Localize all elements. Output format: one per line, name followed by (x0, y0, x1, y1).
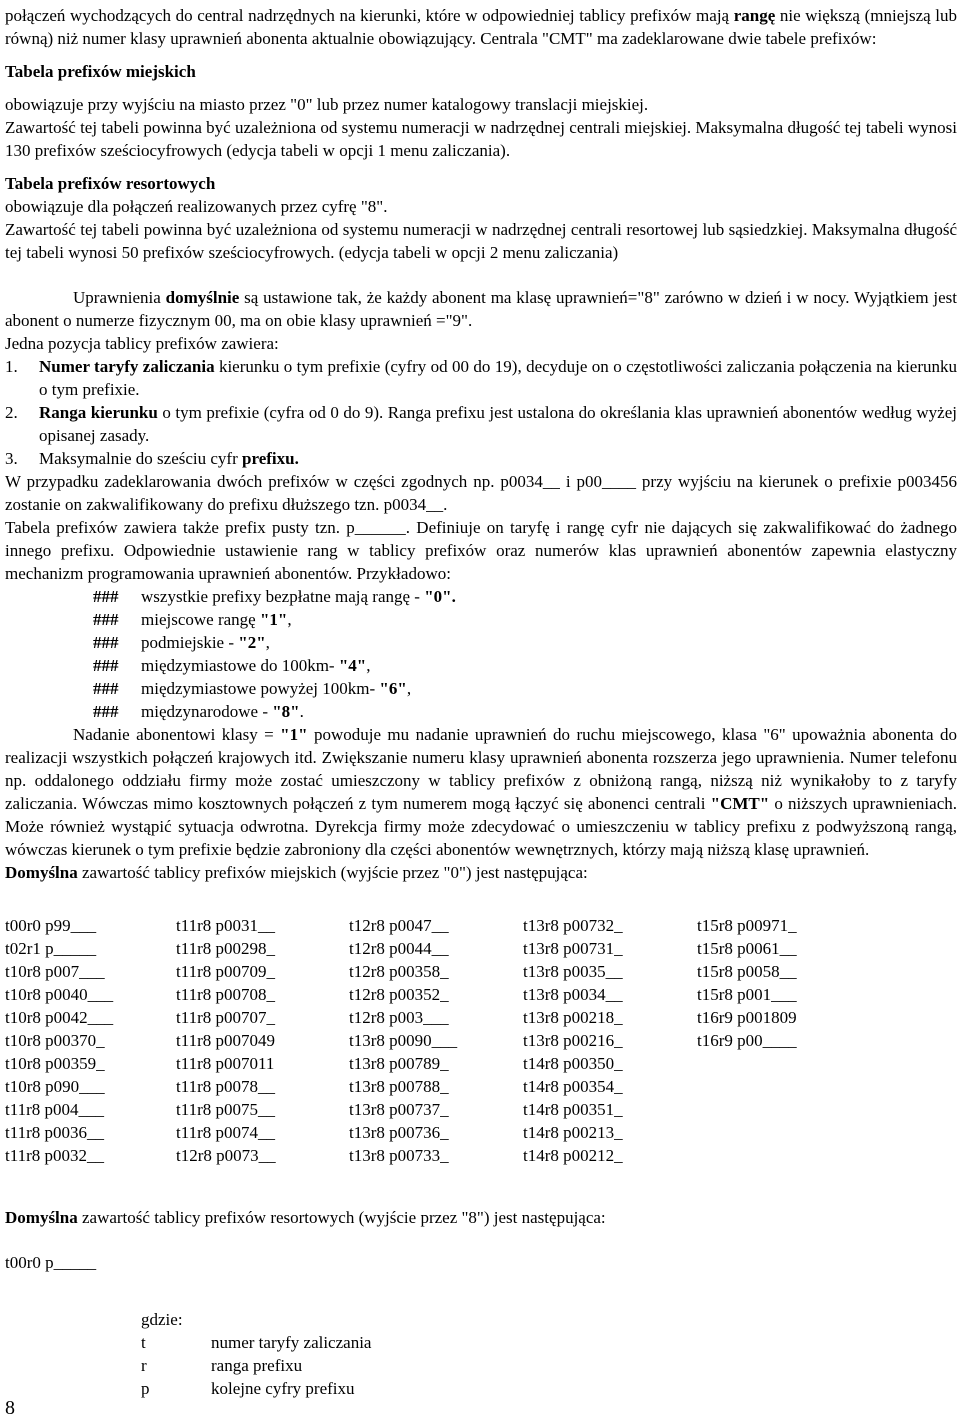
miejskie-desc: Zawartość tej tabeli powinna być uzależniona od systemu numeracji w nadrzędnej centrali miejskiej. Maksymalna długość tej tabeli wynosi 130 prefixów sześciocyfrowych (edycja tabeli w opcji 1 menu zaliczania). (5, 118, 957, 160)
example-row (5, 631, 957, 654)
legend-row (141, 1331, 371, 1354)
legend (141, 1308, 371, 1400)
prefix-entry: t11r8 p007011 (176, 1054, 275, 1073)
domyslna-bold: Domyślna (5, 863, 78, 882)
prefix-entry: t16r9 p001809 (697, 1008, 797, 1027)
prefix-table (5, 914, 957, 1194)
prefix-entry: t10r8 p00370_ (5, 1031, 105, 1050)
prefix-entry: t10r8 p00359_ (5, 1054, 105, 1073)
prefix-entry: t13r8 p00788_ (349, 1077, 449, 1096)
legend-row (141, 1354, 371, 1377)
hash-marker: ### (93, 610, 119, 629)
heading-resortowe: Tabela prefixów resortowych (5, 174, 216, 193)
uprawnienia-bold: domyślnie (165, 288, 240, 307)
example-value: "0". (424, 587, 456, 606)
prefix-entry: t13r8 p00218_ (523, 1008, 623, 1027)
list-body: o tym prefixie (cyfra od 0 do 9). Ranga prefixu jest ustalona do określania klas uprawnień abonentów według wyżej opisanej zasady. (39, 403, 957, 445)
example-text (141, 631, 270, 654)
uprawnienia-text-rest: są ustawione tak, że każdy abonent ma klasę uprawnień="8" zarówno w dzień i w nocy. Wyjątkiem jest abonent o numerze fizycznym 00, ma on obie klasy uprawnień ="9". (5, 288, 957, 330)
legend-key: p (141, 1379, 150, 1398)
prefix-column (697, 914, 797, 1052)
prefix-entry: t10r8 p007___ (5, 962, 105, 981)
domyslna-miejskie (5, 861, 957, 884)
prefix-entry: t14r8 p00354_ (523, 1077, 623, 1096)
domyslna-text: zawartość tablicy prefixów miejskich (wyjście przez "0") jest następująca: (77, 863, 588, 882)
example-text (141, 654, 370, 677)
prefix-entry: t12r8 p0047__ (349, 916, 449, 935)
legend-value: numer taryfy zaliczania (211, 1333, 372, 1352)
tabela-paragraph: Tabela prefixów zawiera także prefix pusty tzn. p______. Definiuje on taryfę i rangę cyfr nie dających się zakwalifikować do żadnego innego prefixu. Odpowiednie ustawienie rang w tablicy prefixów oraz numerów klas uprawnień abonentów zapewnia elastyczny mechanizm programowania uprawnień abonentów. Przykładowo: (5, 518, 957, 583)
resortowe-line: obowiązuje dla połączeń realizowanych przez cyfrę "8". (5, 197, 388, 216)
nadanie-text: powoduje mu nadanie uprawnień do ruchu miejscowego, klasa "6" upoważnia abonenta do realizacji wszystkich połączeń krajowych itd. Zwiększanie numeru klasy uprawnień abonenta rozszerza jego uprawnienia. Numer telefonu np. oddalonego oddziału firmy może zostać umieszczony w tablicy prefixów z obniżoną rangą, niższą niż wynikałoby to z taryfy zaliczania. Wówczas mimo kosztownych połączeń z tym numerem mogą łączyć się abonenci centrali (5, 725, 958, 813)
prefix-entry: t11r8 p0032__ (5, 1146, 105, 1165)
prefix-column (349, 914, 457, 1167)
list-bold: Numer taryfy zaliczania (39, 357, 215, 376)
example-value: "2" (238, 633, 266, 652)
example-punct: , (406, 679, 412, 698)
hash-marker: ### (93, 702, 119, 721)
uprawnienia-paragraph (5, 286, 957, 332)
example-text (141, 608, 292, 631)
prefix-entry: t13r8 p00733_ (349, 1146, 449, 1165)
prefix-entry: t12r8 p00352_ (349, 985, 449, 1004)
list-number: 2. (5, 403, 18, 422)
prefix-entry: t11r8 p00298_ (176, 939, 276, 958)
nadanie-text: Nadanie abonentowi klasy = (73, 725, 281, 744)
domyslna-text: zawartość tablicy prefixów resortowych (wyjście przez "8") jest następująca: (77, 1208, 606, 1227)
example-value: "8" (272, 702, 300, 721)
prefix-column (5, 914, 113, 1167)
prefix-entry: t00r0 p99___ (5, 916, 97, 935)
list-body: Maksymalnie do sześciu cyfr (39, 449, 242, 468)
example-value: "6" (379, 679, 407, 698)
prefix-entry: t12r8 p0044__ (349, 939, 449, 958)
list-text (39, 355, 957, 401)
example-label: miejscowe rangę (141, 610, 260, 629)
example-row (5, 700, 957, 723)
example-text (141, 585, 456, 608)
example-row (5, 585, 957, 608)
hash-marker: ### (93, 656, 119, 675)
legend-key: t (141, 1333, 146, 1352)
prefix-entry: t11r8 p0031__ (176, 916, 276, 935)
prefix-entry: t15r8 p00971_ (697, 916, 797, 935)
prefix-entry: t10r8 p0042___ (5, 1008, 114, 1027)
hash-marker: ### (93, 679, 119, 698)
prefix-entry: t12r8 p0073__ (176, 1146, 276, 1165)
prefix-entry: t11r8 p007049 (176, 1031, 276, 1050)
prefix-entry: t11r8 p004___ (5, 1100, 105, 1119)
prefix-entry: t11r8 p00707_ (176, 1008, 276, 1027)
prefix-entry: t13r8 p0034__ (523, 985, 623, 1004)
nadanie-bold: "CMT" (710, 794, 770, 813)
example-label: międzymiastowe powyżej 100km- (141, 679, 380, 698)
hash-marker: ### (93, 633, 119, 652)
list-bold: Ranga kierunku (39, 403, 158, 422)
prefix-entry: t11r8 p0074__ (176, 1123, 276, 1142)
prefix-entry: t13r8 p0090___ (349, 1031, 458, 1050)
intro-bold: rangę (733, 6, 776, 25)
example-punct: , (265, 633, 270, 652)
prefix-entry: t12r8 p00358_ (349, 962, 449, 981)
list-number: 3. (5, 449, 18, 468)
example-label: międzynarodowe - (141, 702, 273, 721)
w-przypadku-paragraph: W przypadku zadeklarowania dwóch prefixów w części zgodnych np. p0034__ i p00____ przy wyjściu na kierunek o prefixie p003456 zostanie on zakwalifikowany do prefixu dłuższego tzn. p0034__. (5, 472, 957, 514)
prefix-column (176, 914, 276, 1167)
prefix-entry: t11r8 p00709_ (176, 962, 276, 981)
list-item (5, 355, 957, 401)
prefix-column (523, 914, 623, 1167)
prefix-entry: t10r8 p0040___ (5, 985, 114, 1004)
legend-value: kolejne cyfry prefixu (211, 1379, 355, 1398)
example-label: wszystkie prefixy bezpłatne mają rangę - (141, 587, 425, 606)
example-label: międzymiastowe do 100km- (141, 656, 339, 675)
prefix-entry: t13r8 p00736_ (349, 1123, 449, 1142)
prefix-entry: t15r8 p001___ (697, 985, 797, 1004)
legend-value: ranga prefixu (211, 1356, 303, 1375)
prefix-entry: t11r8 p00708_ (176, 985, 276, 1004)
example-row (5, 608, 957, 631)
prefix-entry: t15r8 p0058__ (697, 962, 797, 981)
example-value: "1" (259, 610, 288, 629)
example-punct: . (299, 702, 304, 721)
resortowe-desc: Zawartość tej tabeli powinna być uzależniona od systemu numeracji w nadrzędnej centrali resortowej lub sąsiedzkiej. Maksymalna długość tej tabeli wynosi 50 prefixów sześciocyfrowych. (edycja tabeli w opcji 2 menu zaliczania) (5, 220, 957, 262)
hash-marker: ### (93, 587, 119, 606)
resortowe-entry: t00r0 p_____ (5, 1253, 97, 1272)
page-number: 8 (5, 1397, 15, 1419)
prefix-entry: t02r1 p_____ (5, 939, 97, 958)
example-row (5, 654, 957, 677)
prefix-entry: t13r8 p00732_ (523, 916, 623, 935)
uprawnienia-text: Uprawnienia (73, 288, 166, 307)
list-item (5, 401, 957, 447)
prefix-entry: t14r8 p00212_ (523, 1146, 623, 1165)
list-bold: prefixu. (242, 449, 299, 468)
example-text (141, 677, 411, 700)
legend-row (141, 1377, 371, 1400)
example-punct: , (366, 656, 371, 675)
list-text (39, 401, 957, 447)
list-number: 1. (5, 357, 18, 376)
jedna-pozycja: Jedna pozycja tablicy prefixów zawiera: (5, 334, 279, 353)
nadanie-text: o niższych uprawnieniach. Może również wystąpić sytuacja odwrotna. Dyrekcja firmy może zdecydować o umieszczeniu w tablicy prefixu z podwyższoną rangą, wówczas kierunek o tym prefixie będzie zabroniony dla części abonentów wewnętrznych, którzy mają niższą klasę uprawnień. (5, 794, 957, 859)
prefix-entry: t15r8 p0061__ (697, 939, 797, 958)
legend-title: gdzie: (141, 1310, 183, 1329)
prefix-entry: t14r8 p00213_ (523, 1123, 623, 1142)
prefix-entry: t14r8 p00350_ (523, 1054, 623, 1073)
nadanie-bold: "1" (280, 725, 308, 744)
domyslna-bold: Domyślna (5, 1208, 78, 1227)
prefix-entry: t12r8 p003___ (349, 1008, 449, 1027)
prefix-entry: t10r8 p090___ (5, 1077, 105, 1096)
example-value: "4" (338, 656, 367, 675)
prefix-entry: t13r8 p00216_ (523, 1031, 623, 1050)
intro-paragraph (5, 4, 957, 50)
heading-miejskie: Tabela prefixów miejskich (5, 62, 196, 81)
example-row (5, 677, 957, 700)
prefix-entry: t13r8 p00789_ (349, 1054, 449, 1073)
prefix-entry: t11r8 p0078__ (176, 1077, 276, 1096)
prefix-entry: t13r8 p00737_ (349, 1100, 449, 1119)
list-body: kierunku o tym prefixie (cyfry od 00 do 19), decyduje on o częstotliwości zaliczania połączenia na kierunku o tym prefixie. (39, 357, 957, 399)
prefix-entry: t16r9 p00____ (697, 1031, 797, 1050)
example-label: podmiejskie - (141, 633, 239, 652)
document-page (5, 4, 958, 1398)
miejskie-line: obowiązuje przy wyjściu na miasto przez "0" lub przez numer katalogowy translacji miejskiej. (5, 95, 649, 114)
prefix-entry: t13r8 p0035__ (523, 962, 623, 981)
example-text (141, 700, 304, 723)
intro-text: połączeń wychodzących do central nadrzędnych na kierunki, które w odpowiedniej tablicy prefixów mają (5, 6, 734, 25)
legend-key: r (141, 1356, 147, 1375)
prefix-entry: t11r8 p0036__ (5, 1123, 105, 1142)
prefix-entry: t13r8 p00731_ (523, 939, 623, 958)
list-item (5, 447, 957, 470)
domyslna-resortowe (5, 1206, 957, 1229)
prefix-entry: t11r8 p0075__ (176, 1100, 276, 1119)
prefix-entry: t14r8 p00351_ (523, 1100, 623, 1119)
nadanie-paragraph (5, 723, 957, 861)
example-punct: , (287, 610, 292, 629)
list-text (39, 447, 957, 470)
intro-text-rest: nie większą (mniejszą lub równą) niż numer klasy uprawnień abonenta aktualnie obowiązujący. Centrala "CMT" ma zadeklarowane dwie tabele prefixów: (5, 6, 957, 48)
